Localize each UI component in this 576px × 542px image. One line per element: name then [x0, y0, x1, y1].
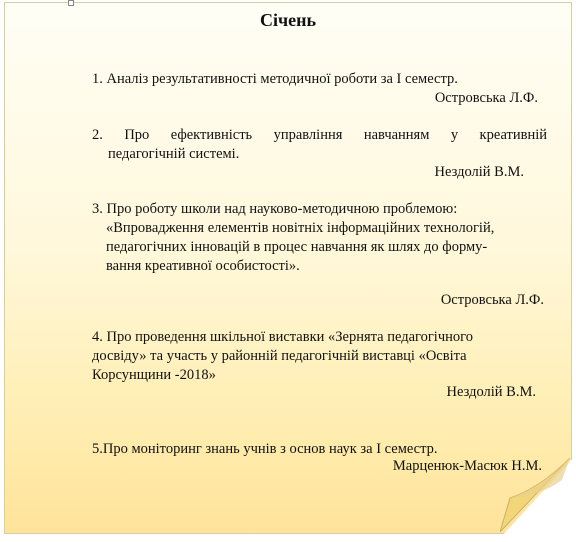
agenda-item-4-line1: 4. Про проведення шкільної виставки «Зернята педагогічного [92, 329, 473, 345]
agenda-item-1: 1. Аналіз результативності методичної роботи за І семестр. [92, 71, 458, 87]
agenda-item-1-person: Островська Л.Ф. [434, 90, 538, 106]
agenda-item-2-person: Нездолій В.М. [434, 164, 524, 180]
agenda-item-5-person: Марценюк-Масюк Н.М. [392, 458, 542, 474]
agenda-item-3-line2: «Впровадження елементів новітніх інформаційних технологій, [106, 220, 495, 236]
agenda-item-4-line3: Корсунщини -2018» [92, 367, 216, 383]
agenda-item-2-line2: педагогічній системі. [108, 146, 240, 162]
agenda-item-3-line1: 3. Про роботу школи над науково-методичною проблемою: [92, 201, 458, 217]
agenda-item-4-person: Нездолій В.М. [446, 384, 536, 400]
agenda-item-3-person: Островська Л.Ф. [440, 292, 544, 308]
agenda-item-4-line2: досвіду» та участь у районній педагогічній виставці «Освіта [92, 348, 467, 364]
agenda-item-3-line3: педагогічних інновацій в процес навчання як шлях до форму- [106, 239, 488, 255]
resize-handle[interactable] [68, 0, 74, 6]
page-title: Січень [259, 10, 317, 30]
agenda-item-5-line1: 5.Про моніторинг знань учнів з основ наук за І семестр. [92, 441, 438, 457]
agenda-item-2-line1: 2. Про ефективність управління навчанням у креативній [92, 127, 547, 143]
agenda-item-3-line4: вання креативної особистості». [106, 258, 300, 274]
